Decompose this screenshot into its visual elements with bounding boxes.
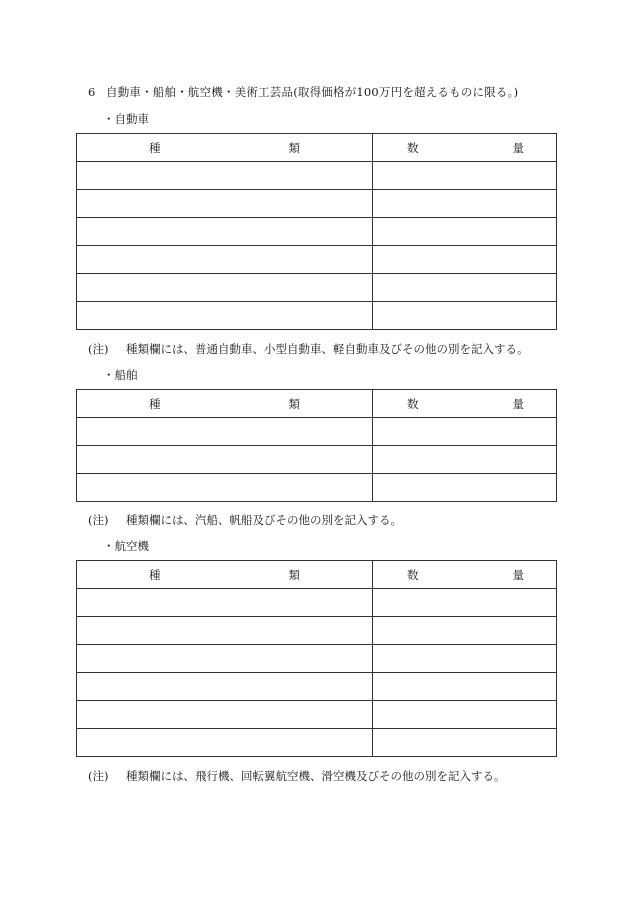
quantity-cell[interactable] [373, 302, 557, 330]
aircraft-table [76, 560, 557, 757]
quantity-cell[interactable] [373, 218, 557, 246]
ship-note [88, 512, 402, 528]
section-title: 自動車・船舶・航空機・美術工芸品(取得価格が100万円を超えるものに限る。) [106, 85, 519, 99]
kind-cell[interactable] [77, 701, 373, 729]
kind-cell[interactable] [77, 446, 373, 474]
table-row [77, 645, 557, 673]
table-row [77, 302, 557, 330]
kind-cell[interactable] [77, 190, 373, 218]
kind-cell[interactable] [77, 589, 373, 617]
column-header-quantity: 数 量 [373, 134, 557, 162]
table-row [77, 617, 557, 645]
kind-cell[interactable] [77, 274, 373, 302]
kind-cell[interactable] [77, 729, 373, 757]
kind-cell[interactable] [77, 617, 373, 645]
kind-cell[interactable] [77, 645, 373, 673]
table-row [77, 246, 557, 274]
ship-table [76, 389, 557, 502]
car-table [76, 133, 557, 330]
section-heading [88, 84, 518, 100]
note-tag: (注) [88, 769, 109, 783]
quantity-cell[interactable] [373, 617, 557, 645]
ship-label: ・船舶 [103, 368, 138, 382]
quantity-cell[interactable] [373, 418, 557, 446]
note-tag: (注) [88, 342, 109, 356]
quantity-cell[interactable] [373, 446, 557, 474]
kind-cell[interactable] [77, 302, 373, 330]
table-row [77, 218, 557, 246]
kind-cell[interactable] [77, 218, 373, 246]
note-text: 種類欄には、普通自動車、小型自動車、軽自動車及びその他の別を記入する。 [126, 342, 529, 356]
car-note [88, 341, 529, 357]
column-header-kind: 種 類 [77, 134, 373, 162]
table-row [77, 701, 557, 729]
table-row [77, 673, 557, 701]
section-number: 6 [88, 85, 96, 99]
quantity-cell[interactable] [373, 274, 557, 302]
column-header-quantity: 数 量 [373, 390, 557, 418]
table-header-row [77, 561, 557, 589]
quantity-cell[interactable] [373, 701, 557, 729]
table-row [77, 162, 557, 190]
note-tag: (注) [88, 513, 109, 527]
table-row [77, 274, 557, 302]
table-row [77, 446, 557, 474]
column-header-kind: 種 類 [77, 390, 373, 418]
quantity-cell[interactable] [373, 729, 557, 757]
note-text: 種類欄には、飛行機、回転翼航空機、滑空機及びその他の別を記入する。 [126, 769, 506, 783]
aircraft-note [88, 768, 506, 784]
quantity-cell[interactable] [373, 673, 557, 701]
kind-cell[interactable] [77, 673, 373, 701]
kind-cell[interactable] [77, 246, 373, 274]
quantity-cell[interactable] [373, 246, 557, 274]
table-row [77, 190, 557, 218]
quantity-cell[interactable] [373, 645, 557, 673]
table-header-row [77, 134, 557, 162]
kind-cell[interactable] [77, 162, 373, 190]
table-row [77, 418, 557, 446]
quantity-cell[interactable] [373, 190, 557, 218]
table-row [77, 589, 557, 617]
quantity-cell[interactable] [373, 162, 557, 190]
car-label: ・自動車 [103, 112, 149, 126]
kind-cell[interactable] [77, 474, 373, 502]
table-header-row [77, 390, 557, 418]
quantity-cell[interactable] [373, 474, 557, 502]
table-row [77, 474, 557, 502]
quantity-cell[interactable] [373, 589, 557, 617]
table-row [77, 729, 557, 757]
column-header-kind: 種 類 [77, 561, 373, 589]
aircraft-label: ・航空機 [103, 539, 149, 553]
column-header-quantity: 数 量 [373, 561, 557, 589]
kind-cell[interactable] [77, 418, 373, 446]
note-text: 種類欄には、汽船、帆船及びその他の別を記入する。 [126, 513, 402, 527]
